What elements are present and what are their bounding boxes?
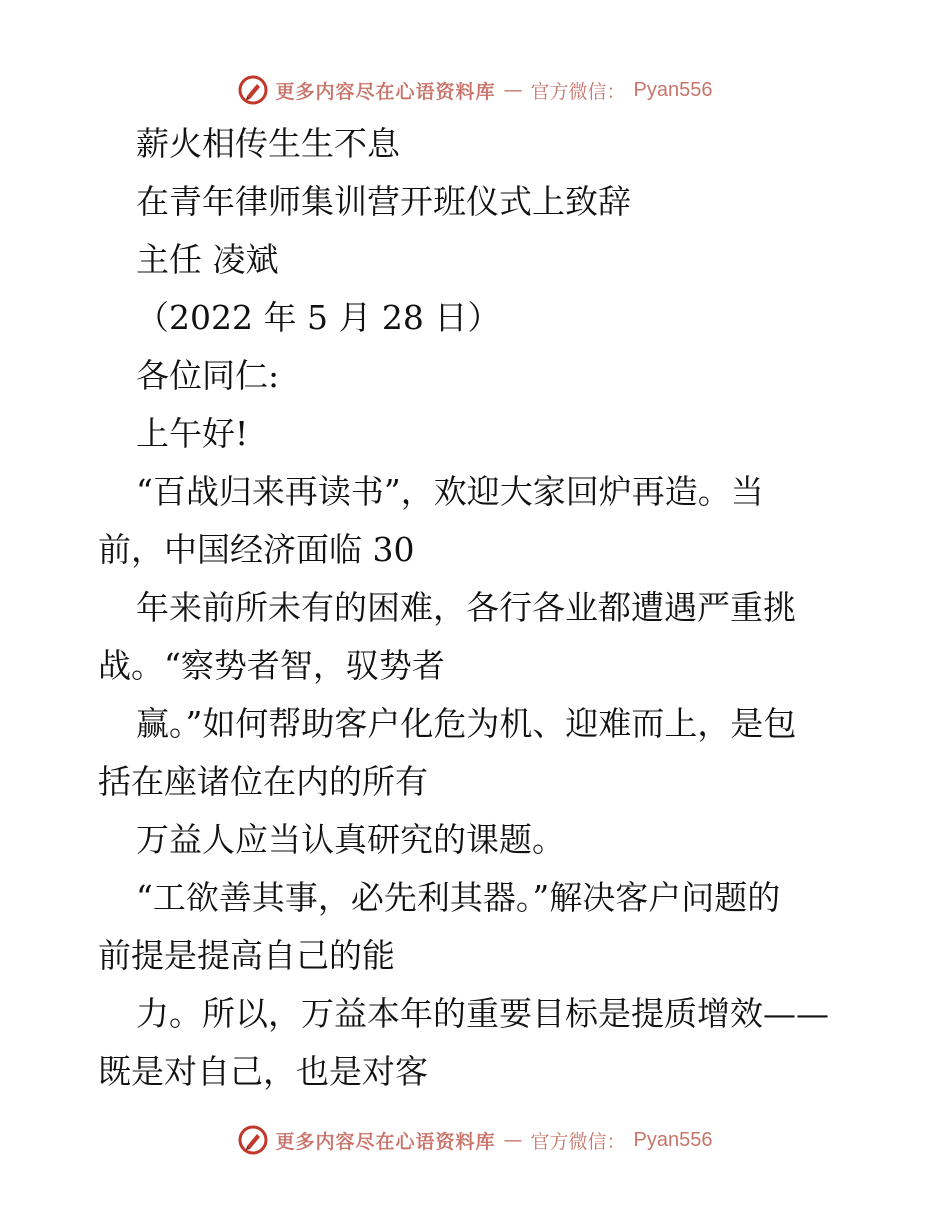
footer-banner xyxy=(0,1120,950,1160)
body-line: “工欲善其事，必先利其器。”解决客户问题的 xyxy=(136,878,781,917)
doc-salutation: 各位同仁: xyxy=(136,356,280,395)
banner-wechat-id: Pyan556 xyxy=(633,78,713,101)
body-line: 赢。”如何帮助客户化危为机、迎难而上，是包 xyxy=(136,704,797,743)
banner-dash: — xyxy=(503,79,523,101)
body-line: 前，中国经济面临 30 xyxy=(98,530,415,569)
doc-date: （2022 年 5 月 28 日） xyxy=(136,298,501,337)
banner-dash: — xyxy=(503,1129,523,1151)
pen-logo-icon xyxy=(238,75,268,105)
banner-wechat-label: 官方微信： xyxy=(530,80,626,103)
body-line: 力。所以，万益本年的重要目标是提质增效—— xyxy=(136,994,829,1033)
doc-author: 主任 凌斌 xyxy=(136,240,279,279)
banner-wechat-label: 官方微信： xyxy=(530,1130,626,1153)
header-banner xyxy=(0,70,950,110)
doc-greeting: 上午好! xyxy=(136,414,249,453)
body-line: “百战归来再读书”，欢迎大家回炉再造。当 xyxy=(136,472,764,511)
doc-subtitle: 在青年律师集训营开班仪式上致辞 xyxy=(136,182,631,221)
body-line: 既是对自己，也是对客 xyxy=(98,1052,428,1091)
doc-title: 薪火相传生生不息 xyxy=(136,124,400,163)
document-body xyxy=(98,115,858,1101)
body-line: 战。“察势者智，驭势者 xyxy=(98,646,445,685)
banner-wechat-id: Pyan556 xyxy=(633,1128,713,1151)
banner-site-text: 更多内容尽在心语资料库 xyxy=(275,80,496,103)
body-line: 万益人应当认真研究的课题。 xyxy=(136,820,565,859)
body-line: 括在座诸位在内的所有 xyxy=(98,762,428,801)
body-line: 前提是提高自己的能 xyxy=(98,936,395,975)
body-line: 年来前所未有的困难，各行各业都遭遇严重挑 xyxy=(136,588,796,627)
pen-logo-icon xyxy=(238,1125,268,1155)
banner-site-text: 更多内容尽在心语资料库 xyxy=(275,1130,496,1153)
